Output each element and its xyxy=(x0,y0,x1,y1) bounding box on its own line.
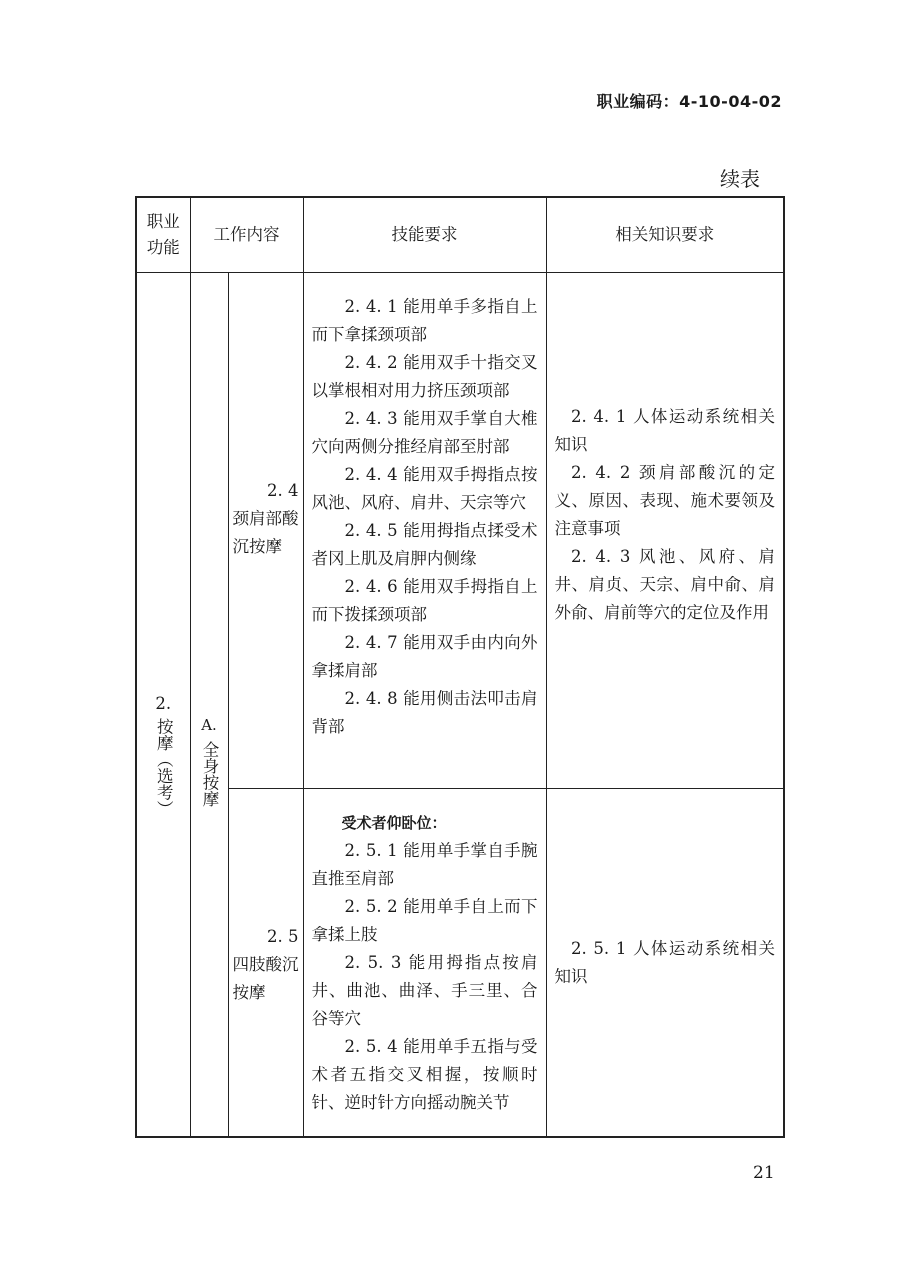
function-number: 2. xyxy=(155,693,172,713)
skills-2-5 xyxy=(303,789,546,1137)
work-title: 颈肩部酸沉按摩 xyxy=(232,509,299,556)
header-function xyxy=(136,197,190,273)
skill-item: 2. 4. 5 能用拇指点揉受术者冈上肌及肩胛内侧缘 xyxy=(311,521,538,568)
skill-heading: 受术者仰卧位： xyxy=(341,814,447,832)
skill-item: 2. 5. 2 能用单手自上而下拿揉上肢 xyxy=(311,897,538,944)
continued-label: 续表 xyxy=(720,167,760,191)
page-number: 21 xyxy=(753,1163,775,1183)
skill-item: 2. 4. 8 能用侧击法叩击肩背部 xyxy=(311,689,538,736)
header-work-content: 工作内容 xyxy=(190,197,303,273)
work-number: 2. 4 xyxy=(267,481,299,500)
function-cell xyxy=(136,273,190,1137)
skill-item: 2. 4. 4 能用双手拇指点按风池、风府、肩井、天宗等穴 xyxy=(311,465,538,512)
requirements-table xyxy=(135,196,785,1138)
skill-item: 2. 5. 4 能用单手五指与受术者五指交叉相握，按顺时针、逆时针方向摇动腕关节 xyxy=(311,1037,538,1112)
section-label: A. xyxy=(201,716,217,735)
occupation-code: 职业编码：4-10-04-02 xyxy=(596,92,782,111)
skill-item: 2. 4. 3 能用双手掌自大椎穴向两侧分推经肩部至肘部 xyxy=(311,409,538,456)
skill-item: 2. 4. 1 能用单手多指自上而下拿揉颈项部 xyxy=(311,297,538,344)
work-content-2-4 xyxy=(228,273,303,789)
skill-item: 2. 4. 7 能用双手由内向外拿揉肩部 xyxy=(311,633,538,680)
skill-item: 2. 5. 3 能用拇指点按肩井、曲池、曲泽、手三里、合谷等穴 xyxy=(311,953,538,1028)
knowledge-item: 2. 5. 1 人体运动系统相关知识 xyxy=(554,939,775,986)
table-header-row xyxy=(136,197,784,273)
section-cell xyxy=(190,273,228,1137)
work-content-2-5 xyxy=(228,789,303,1137)
knowledge-item: 2. 4. 3 风池、风府、肩井、肩贞、天宗、肩中俞、肩外俞、肩前等穴的定位及作用 xyxy=(554,547,775,622)
table-row xyxy=(136,789,784,1137)
skill-item: 2. 4. 2 能用双手十指交叉以掌根相对用力挤压颈项部 xyxy=(311,353,538,400)
function-name: 按摩（选考） xyxy=(154,717,174,817)
table-row xyxy=(136,273,784,789)
skill-item: 2. 5. 1 能用单手掌自手腕直推至肩部 xyxy=(311,841,538,888)
knowledge-item: 2. 4. 1 人体运动系统相关知识 xyxy=(554,407,775,454)
work-number: 2. 5 xyxy=(267,927,299,946)
header-function-line: 功能 xyxy=(146,238,180,257)
header-function-line: 职业 xyxy=(146,212,180,231)
skills-2-4 xyxy=(303,273,546,789)
header-knowledge: 相关知识要求 xyxy=(546,197,784,273)
skill-item: 2. 4. 6 能用双手拇指自上而下拨揉颈项部 xyxy=(311,577,538,624)
header-skill: 技能要求 xyxy=(303,197,546,273)
section-name: 全身按摩 xyxy=(200,741,219,808)
knowledge-2-4 xyxy=(546,273,784,789)
work-title: 四肢酸沉按摩 xyxy=(232,955,299,1002)
knowledge-item: 2. 4. 2 颈肩部酸沉的定义、原因、表现、施术要领及注意事项 xyxy=(554,463,775,538)
knowledge-2-5 xyxy=(546,789,784,1137)
